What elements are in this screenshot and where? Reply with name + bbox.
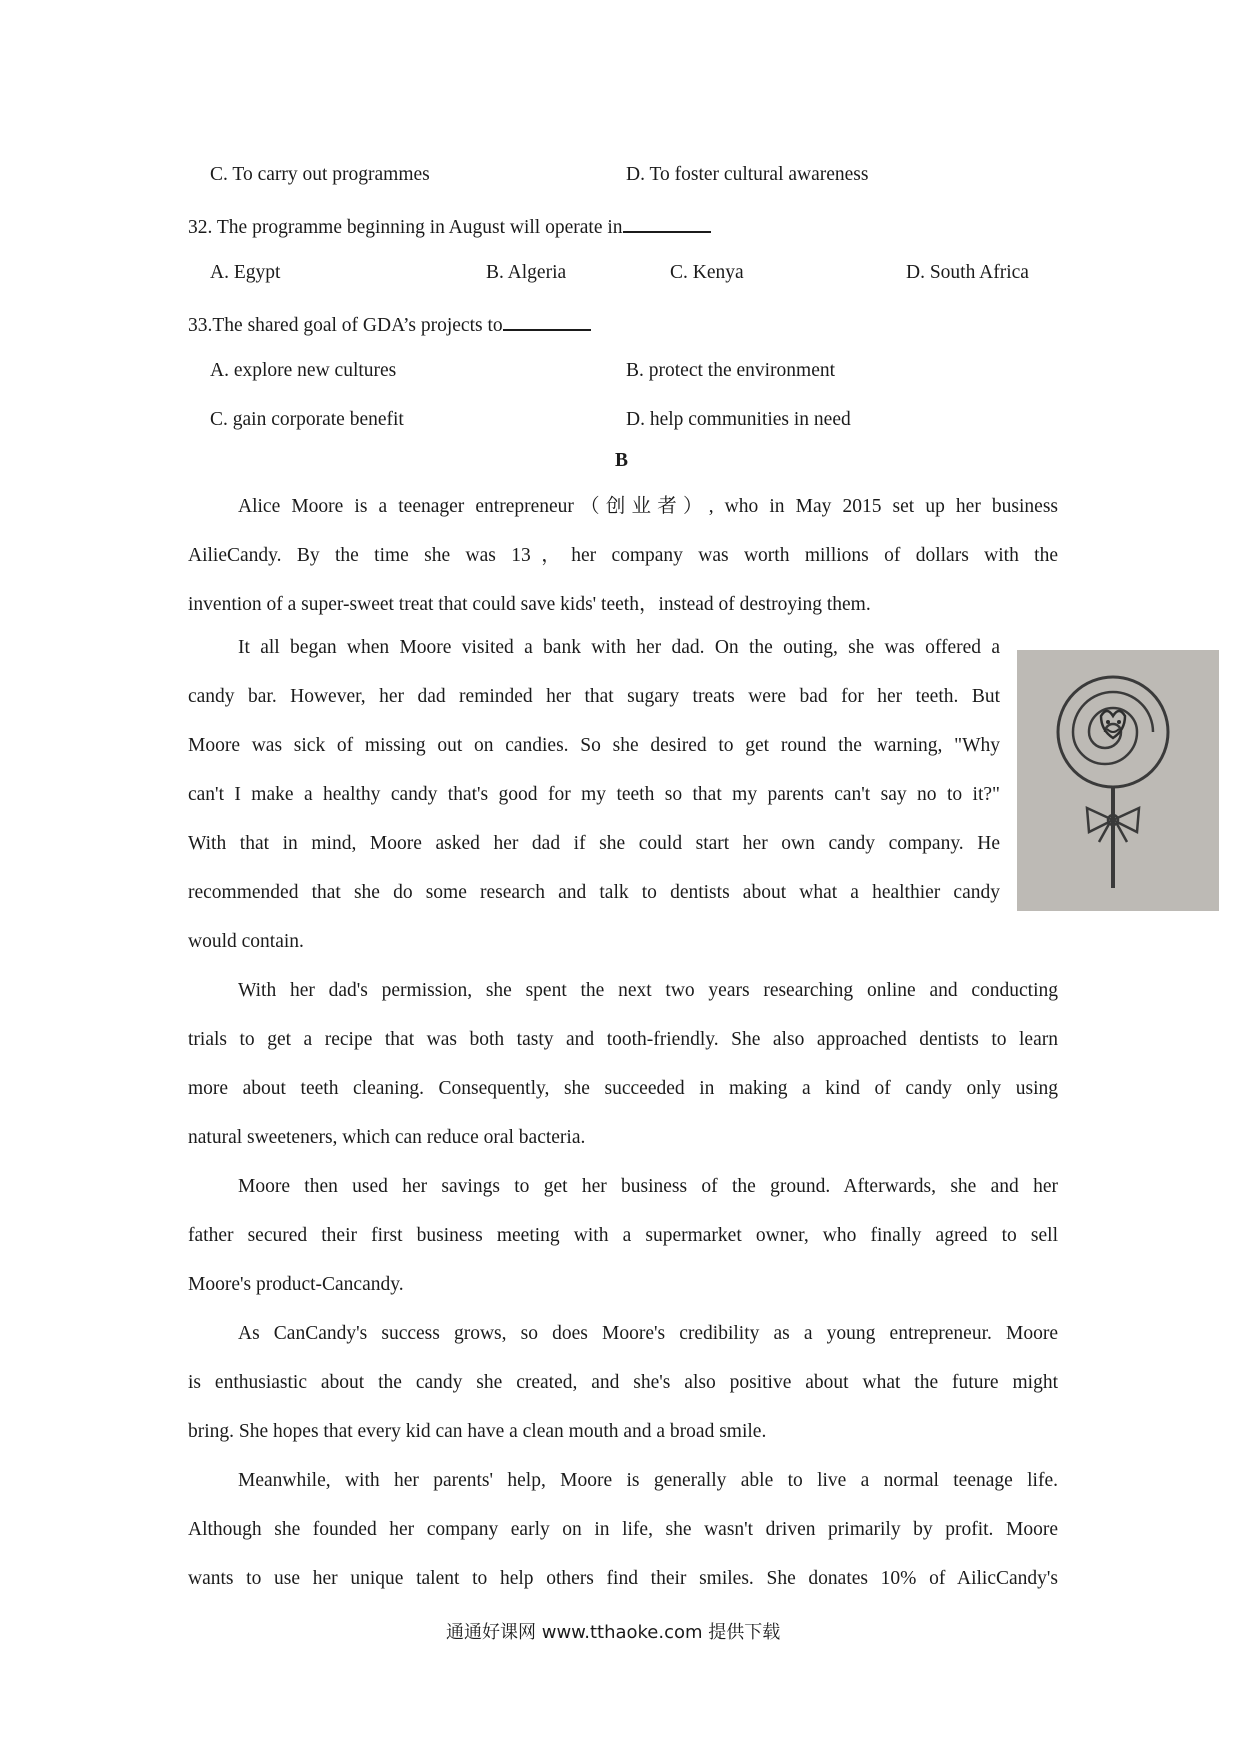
q32-stem-text: 32. The programme beginning in August will operate in — [188, 217, 623, 238]
passage-line: more about teeth cleaning. Consequently, she succeeded in making a kind of candy only using — [188, 1078, 1058, 1099]
section-heading: B — [615, 450, 629, 471]
passage-line: trials to get a recipe that was both tasty and tooth-friendly. She also approached dentists to learn — [188, 1029, 1058, 1050]
passage-line: Alice Moore is a teenager entrepreneur（创业者）, who in May 2015 set up her business — [238, 496, 1058, 517]
footer-source: 通通好课网 www.tthaoke.com 提供下载 — [446, 1622, 781, 1643]
answer-blank — [623, 213, 711, 233]
q32-option-b: B. Algeria — [486, 262, 567, 283]
passage-line: bring. She hopes that every kid can have a clean mouth and a broad smile. — [188, 1421, 767, 1442]
answer-blank — [503, 311, 591, 331]
q33-option-a: A. explore new cultures — [210, 360, 397, 381]
q32-option-c: C. Kenya — [670, 262, 744, 283]
lollipop-illustration-icon — [1017, 650, 1219, 911]
passage-line: natural sweeteners, which can reduce oral bacteria. — [188, 1127, 586, 1148]
passage-line: candy bar. However, her dad reminded her that sugary treats were bad for her teeth. But — [188, 686, 1000, 707]
passage-line: father secured their first business meeting with a supermarket owner, who finally agreed to sell — [188, 1225, 1058, 1246]
passage-line: is enthusiastic about the candy she created, and she's also positive about what the future might — [188, 1372, 1058, 1393]
passage-line: Although she founded her company early on in life, she wasn't driven primarily by profit. Moore — [188, 1519, 1058, 1540]
q33-option-b: B. protect the environment — [626, 360, 836, 381]
passage-line: With her dad's permission, she spent the next two years researching online and conducting — [238, 980, 1058, 1001]
passage-line: With that in mind, Moore asked her dad if she could start her own candy company. He — [188, 833, 1000, 854]
passage-line: can't I make a healthy candy that's good for my teeth so that my parents can't say no to it?" — [188, 784, 1000, 805]
q33-option-c: C. gain corporate benefit — [210, 409, 404, 430]
passage-line: Moore was sick of missing out on candies. So she desired to get round the warning, "Why — [188, 735, 1000, 756]
q32-option-a: A. Egypt — [210, 262, 281, 283]
passage-line: recommended that she do some research and talk to dentists about what a healthier candy — [188, 882, 1000, 903]
passage-line: Moore then used her savings to get her business of the ground. Afterwards, she and her — [238, 1176, 1058, 1197]
passage-line: It all began when Moore visited a bank with her dad. On the outing, she was offered a — [238, 637, 1000, 658]
passage-line: Moore's product-Cancandy. — [188, 1274, 404, 1295]
q33-option-d: D. help communities in need — [626, 409, 851, 430]
passage-line: As CanCandy's success grows, so does Moore's credibility as a young entrepreneur. Moore — [238, 1323, 1058, 1344]
q33-stem — [188, 311, 591, 337]
q32-stem — [188, 213, 711, 239]
q32-option-d: D. South Africa — [906, 262, 1029, 283]
passage-line: wants to use her unique talent to help others find their smiles. She donates 10% of AilicCandy's — [188, 1568, 1058, 1589]
passage-line: Meanwhile, with her parents' help, Moore is generally able to live a normal teenage life. — [238, 1470, 1058, 1491]
passage-line: AilieCandy. By the time she was 13，her company was worth millions of dollars with the — [188, 545, 1058, 566]
passage-line: invention of a super-sweet treat that could save kids' teeth，instead of destroying them. — [188, 594, 871, 615]
q31-option-c: C. To carry out programmes — [210, 164, 430, 185]
lollipop-figure — [1017, 650, 1219, 911]
passage-line: would contain. — [188, 931, 304, 952]
q31-option-d: D. To foster cultural awareness — [626, 164, 869, 185]
q33-stem-text: 33.The shared goal of GDA’s projects to — [188, 315, 503, 336]
